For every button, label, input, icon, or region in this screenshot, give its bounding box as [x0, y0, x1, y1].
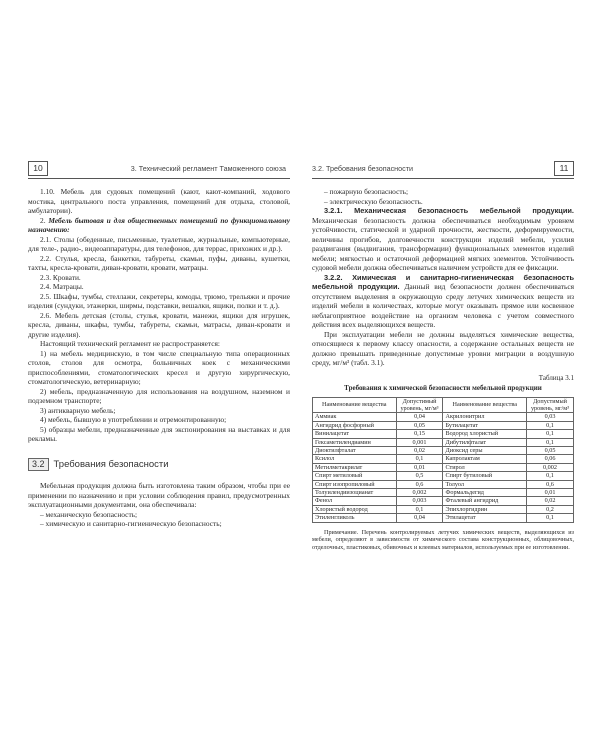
- list-item: 2.2. Стулья, кресла, банкетки, табуреты, скамьи, пуфы, диваны, кушетки, тахты, кресла-кровати, диван-кровати, кровати, матрацы.: [28, 253, 290, 272]
- list-item: Настоящий технический регламент не распространяется:: [40, 339, 220, 348]
- section-title: Требования безопасности: [53, 458, 169, 470]
- right-page: [312, 160, 574, 551]
- chemical-safety-table: [312, 397, 574, 523]
- table-row: [313, 480, 574, 488]
- paragraph: 1.10. Мебель для судовых помещений (кают, кают-компаний, ходового мостика, центрального поста управления, помещений для отдыха, столовой, амбулатории).: [28, 187, 290, 215]
- substance-cell: Эпихлоргидрин: [443, 505, 527, 513]
- subsection-paragraph: [312, 273, 574, 330]
- level-cell: 0,1: [396, 455, 443, 463]
- subsection-heading: 3.2.2. Химическая и санитарно-гигиеническая безопасность мебельной продукции.: [312, 272, 574, 291]
- list-item: 4) мебель, бывшую в употреблении и отремонтированную;: [40, 415, 227, 424]
- table-row: [313, 497, 574, 505]
- right-page-header: [312, 160, 574, 179]
- substance-cell: Диоксид серы: [443, 446, 527, 454]
- level-cell: 0,6: [396, 480, 443, 488]
- paragraph: При эксплуатации мебели не должны выделяться химические вещества, относящиеся к первому классу опасности, а содержание остальных веществ не должно превышать приведенные допустимые уровни миграции в воздушную среду, мг/м³ (табл. 3.1).: [312, 329, 574, 367]
- list-item: 1) на мебель медицинскую, в том числе специальную типа операционных столов, столов для осмотра, больничных коек с механическими приспособлениями, стоматологических кресел и другую хирургическую, стоматологическую, ветеринарную;: [28, 348, 290, 386]
- table-row: [313, 413, 574, 421]
- substance-cell: Этиленгликоль: [313, 514, 397, 522]
- paragraph: Мебельная продукция должна быть изготовлена таким образом, чтобы при ее применении по назначению и при условии соблюдения правил, предусмотренных эксплуатационными документами, она обеспечивала:: [28, 481, 290, 509]
- substance-cell: Диоктилфталат: [313, 446, 397, 454]
- substance-cell: Винилацетат: [313, 430, 397, 438]
- subsection-paragraph: [312, 206, 574, 273]
- list-item: – электрическую безопасность.: [324, 196, 423, 206]
- level-cell: 0,04: [396, 514, 443, 522]
- level-cell: 0,05: [396, 421, 443, 429]
- level-cell: 0,15: [396, 430, 443, 438]
- substance-cell: Толуол: [443, 480, 527, 488]
- level-cell: 0,002: [527, 463, 574, 471]
- level-cell: 0,1: [396, 505, 443, 513]
- level-cell: 0,6: [527, 480, 574, 488]
- table-row: [313, 455, 574, 463]
- substance-cell: Спирт метиловый: [313, 472, 397, 480]
- substance-cell: Дибутилфталат: [443, 438, 527, 446]
- page-number: 11: [554, 161, 574, 176]
- running-header: 3.2. Требования безопасности: [312, 164, 414, 173]
- substance-cell: Водород хлористый: [443, 430, 527, 438]
- subsection-heading: 3.2.1. Механическая безопасность мебельной продукции.: [324, 206, 574, 215]
- table-row: [313, 505, 574, 513]
- column-header: Наименование вещества: [443, 397, 527, 413]
- running-header: 3. Технический регламент Таможенного союза: [130, 164, 286, 173]
- table-header-row: [313, 397, 574, 413]
- table-row: [313, 438, 574, 446]
- list-item: 2.1. Столы (обеденные, письменные, туалетные, журнальные, компьютерные, для теле-, радио-, видеоаппаратуры, для телефонов, для террас, прихожих и др.).: [28, 234, 290, 253]
- substance-cell: Метилметакрилат: [313, 463, 397, 471]
- level-cell: 0,1: [527, 438, 574, 446]
- substance-cell: Фенол: [313, 497, 397, 505]
- list-item: 2.5. Шкафы, тумбы, стеллажи, секретеры, комоды, трюмо, трельяжи и прочие изделия (сундуки, этажерки, ширмы, подставки, вешалки, ящики, полки и т. д.).: [28, 291, 290, 310]
- table-label: Таблица 3.1: [538, 373, 574, 382]
- level-cell: 0,04: [396, 413, 443, 421]
- substance-cell: Формальдегид: [443, 488, 527, 496]
- section-heading: [28, 458, 290, 472]
- level-cell: 0,002: [396, 488, 443, 496]
- subsection-text: Данный вид безопасности должен обеспечиваться отсутствием выделения в окружающую среду летучих химических веществ из изделий мебели в количествах, которые могут оказывать прямое или косвенное неблагоприятное воздействие на организм человека с учетом совместного действия всех выделяющихся веществ.: [312, 282, 575, 329]
- substance-cell: Толуилендиизоцианат: [313, 488, 397, 496]
- list-item: 2.4. Матрацы.: [40, 282, 84, 291]
- substance-cell: Акрилонитрил: [443, 413, 527, 421]
- substance-cell: Фталевый ангидрид: [443, 497, 527, 505]
- list-item: – механическую безопасность;: [40, 509, 138, 519]
- level-cell: 0,03: [527, 413, 574, 421]
- table-row: [313, 421, 574, 429]
- level-cell: 0,06: [527, 455, 574, 463]
- column-header: Допустимый уровень, мг/м³: [396, 397, 443, 413]
- substance-cell: Стирол: [443, 463, 527, 471]
- column-header: Наименование вещества: [313, 397, 397, 413]
- level-cell: 0,1: [527, 421, 574, 429]
- substance-cell: Спирт бутиловый: [443, 472, 527, 480]
- list-item: – химическую и санитарно-гигиеническую безопасность;: [40, 519, 222, 528]
- level-cell: 0,02: [527, 497, 574, 505]
- substance-cell: Ангидрид фосфорный: [313, 421, 397, 429]
- level-cell: 0,02: [396, 446, 443, 454]
- table-row: [313, 514, 574, 522]
- substance-cell: Капролактам: [443, 455, 527, 463]
- level-cell: 0,2: [527, 505, 574, 513]
- table-row: [313, 463, 574, 471]
- level-cell: 0,1: [527, 514, 574, 522]
- left-page-body: [28, 187, 290, 529]
- level-cell: 0,003: [396, 497, 443, 505]
- table-row: [313, 472, 574, 480]
- substance-cell: Аммиак: [313, 413, 397, 421]
- item-bold-heading: Мебель бытовая и для общественных помещений по функциональному назначению:: [28, 215, 290, 234]
- level-cell: 0,001: [396, 438, 443, 446]
- list-item: 2.3. Кровати.: [40, 272, 81, 282]
- right-page-body: [312, 187, 574, 551]
- level-cell: 0,1: [527, 472, 574, 480]
- list-item: 5) образцы мебели, предназначенные для экспонирования на выставках и для рекламы.: [28, 424, 290, 443]
- table-title: Требования к химической безопасности мебельной продукции: [344, 384, 542, 392]
- column-header: Допустимый уровень, мг/м³: [527, 397, 574, 413]
- level-cell: 0,05: [527, 446, 574, 454]
- section-number: 3.2: [28, 458, 49, 472]
- table-note: Примечание. Перечень контролируемых летучих химических веществ, выделяющихся из мебели, определяют в зависимости от химического состава конструкционных, облицовочных, отделочных, пластиковых, обивочных и клеевых материалов, используемых при ее изготовлении.: [312, 528, 574, 551]
- paragraph: [28, 216, 290, 235]
- list-item: 2.6. Мебель детская (столы, стулья, кровати, манежи, ящики для игрушек, кресла, диваны, шкафы, тумбы, табуреты, скамьи, матрасы, диван-кровати и другие изделия).: [28, 310, 290, 339]
- item-number: 2.: [40, 215, 46, 225]
- list-item: – пожарную безопасность;: [324, 187, 408, 196]
- level-cell: 0,01: [527, 488, 574, 496]
- page-number: 10: [28, 161, 48, 176]
- table-row: [313, 430, 574, 438]
- left-page-header: [28, 160, 290, 179]
- level-cell: 0,01: [396, 463, 443, 471]
- substance-cell: Спирт изопропиловый: [313, 480, 397, 488]
- left-page: [28, 160, 290, 529]
- substance-cell: Ксилол: [313, 455, 397, 463]
- level-cell: 0,1: [527, 430, 574, 438]
- substance-cell: Гексаметилендиамин: [313, 438, 397, 446]
- substance-cell: Хлористый водород: [313, 505, 397, 513]
- substance-cell: Бутилацетат: [443, 421, 527, 429]
- list-item: 2) мебель, предназначенную для использования на воздушном, наземном и подземном транспорте;: [28, 386, 290, 405]
- substance-cell: Этилацетат: [443, 514, 527, 522]
- level-cell: 0,5: [396, 472, 443, 480]
- table-row: [313, 488, 574, 496]
- subsection-text: Механическая безопасность должна обеспечиваться необходимым уровнем устойчивости, статической и ударной прочности, жесткости, деформируемости, величины прогибов, долговечности конструкции изделий мебели, усилия раздвигания (выдвигания, трансформации) функциональных элементов изделий мебели; мягкостью и остаточной деформацией мягких элементов. Устойчивость судовой мебели должна обеспечиваться наличием устройств для ее фиксации.: [312, 215, 574, 272]
- list-item: 3) антикварную мебель;: [40, 405, 116, 415]
- table-row: [313, 446, 574, 454]
